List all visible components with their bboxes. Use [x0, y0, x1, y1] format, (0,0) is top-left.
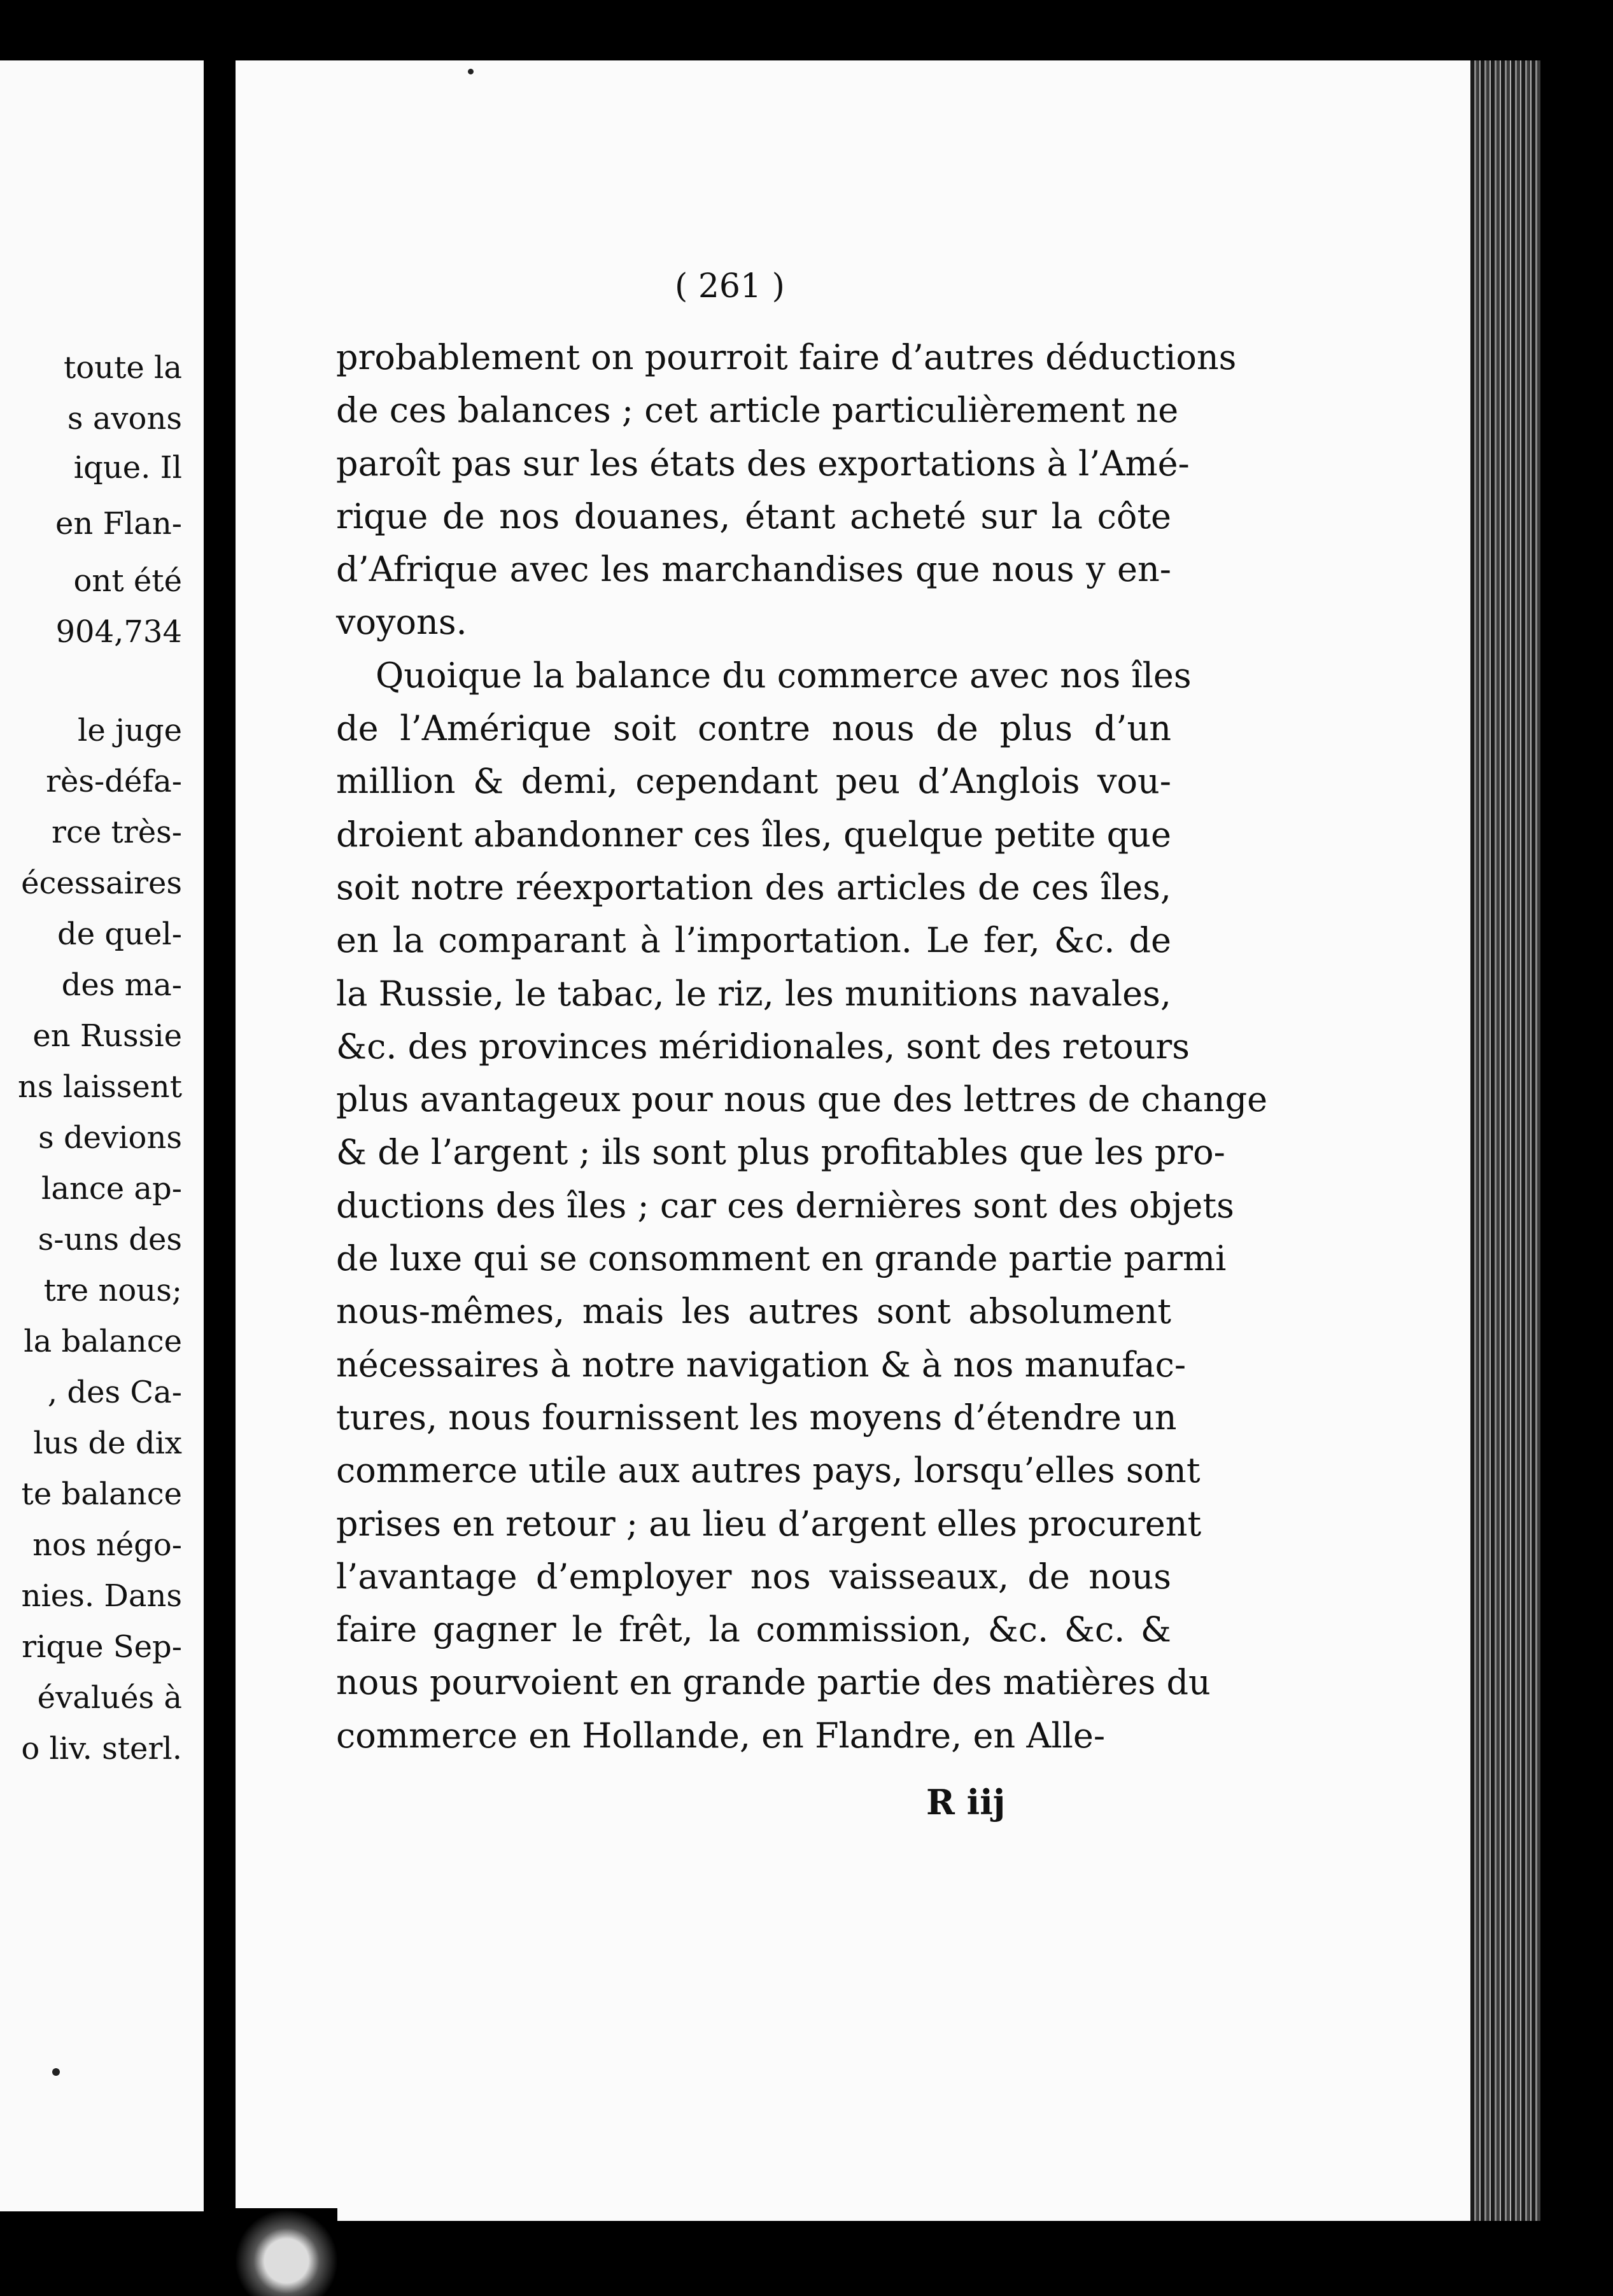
left-page-line: ns laissent [18, 1069, 182, 1105]
text-line: Quoique la balance du commerce avec nos îles [376, 655, 1192, 696]
book-gutter [204, 0, 236, 2296]
left-page-line: des ma- [61, 967, 182, 1003]
left-page-line: rique Sep- [22, 1629, 182, 1665]
left-page-line: 904,734 [55, 614, 182, 650]
left-page-line: le juge [78, 713, 182, 748]
signature-mark: R iij [926, 1782, 1006, 1823]
text-line: &c. des provinces méridionales, sont des retours [336, 1026, 1190, 1067]
text-line: d’Afrique avec les marchandises que nous y en- [336, 549, 1171, 590]
left-page-line: ique. Il [73, 450, 182, 486]
text-line: faire gagner le frêt, la commission, &c. &c. & [336, 1609, 1171, 1650]
left-page-line: , des Ca- [47, 1375, 182, 1410]
text-line: million & demi, cependant peu d’Anglois vou- [336, 761, 1171, 802]
left-page-line: s devions [38, 1120, 182, 1156]
ink-speck [468, 69, 474, 74]
text-line: commerce utile aux autres pays, lorsqu’elles sont [336, 1450, 1201, 1491]
left-page-line: la balance [24, 1324, 182, 1359]
left-page-line: s avons [67, 401, 182, 437]
text-line: commerce en Hollande, en Flandre, en Alle- [336, 1715, 1106, 1756]
ink-speck [52, 2068, 60, 2076]
text-line: la Russie, le tabac, le riz, les munitions navales, [336, 973, 1171, 1014]
text-line: nécessaires à notre navigation & à nos manufac- [336, 1344, 1187, 1385]
left-page-line: en Flan- [55, 506, 182, 542]
body-text [336, 331, 1268, 1762]
text-line: & de l’argent ; ils sont plus profitables que les pro- [336, 1132, 1225, 1173]
left-page-line: o liv. sterl. [21, 1731, 182, 1767]
left-page-line: lus de dix [33, 1425, 182, 1461]
left-page-line: lance ap- [41, 1171, 182, 1207]
left-page-line: s-uns des [38, 1222, 182, 1257]
text-line: probablement on pourroit faire d’autres déductions [336, 337, 1237, 377]
text-line: soit notre réexportation des articles de ces îles, [336, 867, 1171, 907]
left-page-line: nos négo- [32, 1527, 182, 1563]
text-line: de l’Amérique soit contre nous de plus d’un [336, 708, 1171, 749]
text-line: tures, nous fournissent les moyens d’étendre un [336, 1397, 1177, 1438]
text-line: droient abandonner ces îles, quelque petite que [336, 814, 1171, 855]
left-page-line: écessaires [21, 865, 182, 901]
left-page-line: nies. Dans [21, 1578, 182, 1614]
left-page-line: rès-défa- [46, 764, 182, 799]
text-line: paroît pas sur les états des exportations à l’Amé- [336, 443, 1190, 484]
left-page-line: te balance [21, 1476, 182, 1512]
text-line: prises en retour ; au lieu d’argent elles procurent [336, 1503, 1202, 1544]
text-line: l’avantage d’employer nos vaisseaux, de nous [336, 1556, 1171, 1597]
text-line: ductions des îles ; car ces dernières sont des objets [336, 1185, 1234, 1226]
left-page-line: ont été [73, 563, 182, 599]
text-line: de ces balances ; cet article particulièrement ne [336, 390, 1179, 431]
text-line: nous-mêmes, mais les autres sont absolument [336, 1291, 1171, 1332]
left-page-line: rce très- [52, 815, 182, 850]
text-line: en la comparant à l’importation. Le fer, &c. de [336, 920, 1171, 961]
left-page [0, 60, 204, 2211]
text-line: voyons. [336, 602, 467, 643]
left-page-line: toute la [63, 350, 182, 386]
text-line: plus avantageux pour nous que des lettres de change [336, 1079, 1268, 1120]
left-page-line: en Russie [32, 1018, 182, 1054]
scan-blot [236, 2208, 337, 2296]
text-line: rique de nos douanes, étant acheté sur la côte [336, 496, 1171, 536]
left-page-line: de quel- [57, 916, 182, 952]
left-page-line: tre nous; [43, 1273, 182, 1308]
page-edge [1470, 60, 1540, 2221]
text-line: nous pourvoient en grande partie des matières du [336, 1662, 1211, 1703]
text-line: de luxe qui se consomment en grande partie parmi [336, 1238, 1227, 1279]
page-number: ( 261 ) [675, 267, 785, 305]
left-page-line: évalués à [37, 1680, 182, 1716]
